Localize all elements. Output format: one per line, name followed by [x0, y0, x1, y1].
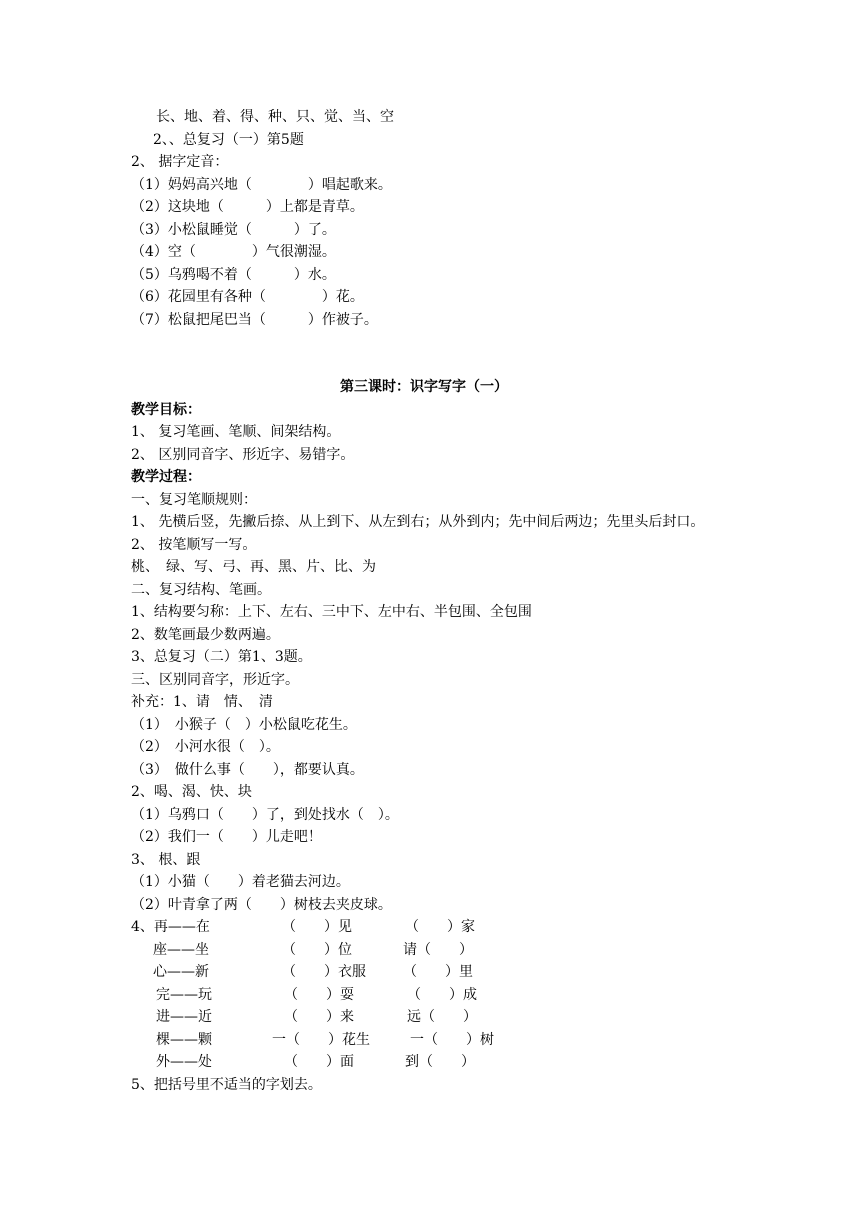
text-line: 2、 区别同音字、形近字、易错字。	[131, 447, 355, 463]
exercise-item: （2）叶青拿了两（ ）树枝去夹皮球。	[131, 897, 392, 913]
fill-blank-cell: 到（ ）	[405, 1054, 475, 1070]
fill-blank-cell: （ ）面	[284, 1054, 354, 1070]
text-line: 2、 按笔顺写一写。	[131, 537, 257, 553]
exercise-item: （2）我们一（ ）儿走吧！	[131, 829, 322, 845]
text-line: 3、总复习（二）第1、3题。	[131, 649, 312, 665]
text-line: 三、区别同音字，形近字。	[131, 672, 299, 688]
exercise-item: （1）小猫（ ）着老猫去河边。	[131, 874, 350, 890]
exercise-item: （1） 小猴子（ ）小松鼠吃花生。	[131, 717, 357, 733]
exercise-item: （3）小松鼠睡觉（ ）了。	[131, 222, 336, 238]
section-heading: 教学目标：	[131, 402, 201, 418]
text-line: 2、喝、渴、快、块	[131, 784, 252, 800]
word-pair: 棵——颗	[156, 1032, 212, 1048]
fill-blank-cell: 远（ ）	[407, 1009, 477, 1025]
fill-blank-cell: （ ）成	[407, 987, 477, 1003]
fill-blank-cell: （ ）家	[405, 919, 475, 935]
text-line: 1、 先横后竖，先撇后捺、从上到下、从左到右；从外到内；先中间后两边；先里头后封口。	[131, 514, 705, 530]
text-line: 2、数笔画最少数两遍。	[131, 627, 280, 643]
exercise-item: （1）乌鸦口（ ）了，到处找水（ ）。	[131, 807, 399, 823]
text-line: 二、复习结构、笔画。	[131, 582, 271, 598]
fill-blank-cell: （ ）位	[282, 942, 352, 958]
fill-blank-cell: （ ）耍	[284, 987, 354, 1003]
exercise-item: （4）空（ ）气很潮湿。	[131, 244, 336, 260]
text-line: 一、复习笔顺规则：	[131, 492, 257, 508]
exercise-item: （3） 做什么事（ ），都要认真。	[131, 762, 364, 778]
word-pair: 进——近	[156, 1009, 212, 1025]
section-heading: 2、 据字定音：	[131, 154, 229, 170]
lesson-title: 第三课时：识字写字（一）	[340, 379, 508, 395]
text-line: 2、、总复习（一）第5题	[153, 132, 304, 148]
fill-blank-cell: 一（ ）花生	[272, 1032, 370, 1048]
text-line: 1、 复习笔画、笔顺、间架结构。	[131, 424, 341, 440]
exercise-item: （2）这块地（ ）上都是青草。	[131, 199, 364, 215]
fill-blank-cell: （ ）来	[284, 1009, 354, 1025]
text-line: 5、把括号里不适当的字划去。	[131, 1077, 322, 1093]
section-heading: 教学过程：	[131, 469, 201, 485]
fill-blank-cell: （ ）里	[403, 964, 473, 980]
word-pair: 4、再——在	[131, 919, 210, 935]
exercise-item: （1）妈妈高兴地（ ）唱起歌来。	[131, 177, 392, 193]
exercise-item: （6）花园里有各种（ ）花。	[131, 289, 364, 305]
text-line: 补充：1、请 情、 清	[131, 694, 273, 710]
word-pair: 外——处	[156, 1054, 212, 1070]
exercise-item: （2） 小河水很（ ）。	[131, 739, 280, 755]
text-line: 3、 根、跟	[131, 852, 201, 868]
exercise-item: （7）松鼠把尾巴当（ ）作被子。	[131, 312, 378, 328]
text-line: 桃、 绿、写、弓、再、黑、片、比、为	[131, 559, 376, 575]
fill-blank-cell: 请（ ）	[403, 942, 473, 958]
word-pair: 完——玩	[156, 987, 212, 1003]
exercise-item: （5）乌鸦喝不着（ ）水。	[131, 267, 336, 283]
fill-blank-cell: （ ）见	[282, 919, 352, 935]
text-line: 长、地、着、得、种、只、觉、当、空	[156, 109, 394, 125]
word-pair: 座——坐	[153, 942, 209, 958]
text-line: 1、结构要匀称：上下、左右、三中下、左中右、半包围、全包围	[131, 604, 532, 620]
fill-blank-cell: 一（ ）树	[410, 1032, 494, 1048]
word-pair: 心——新	[153, 964, 209, 980]
fill-blank-cell: （ ）衣服	[282, 964, 366, 980]
